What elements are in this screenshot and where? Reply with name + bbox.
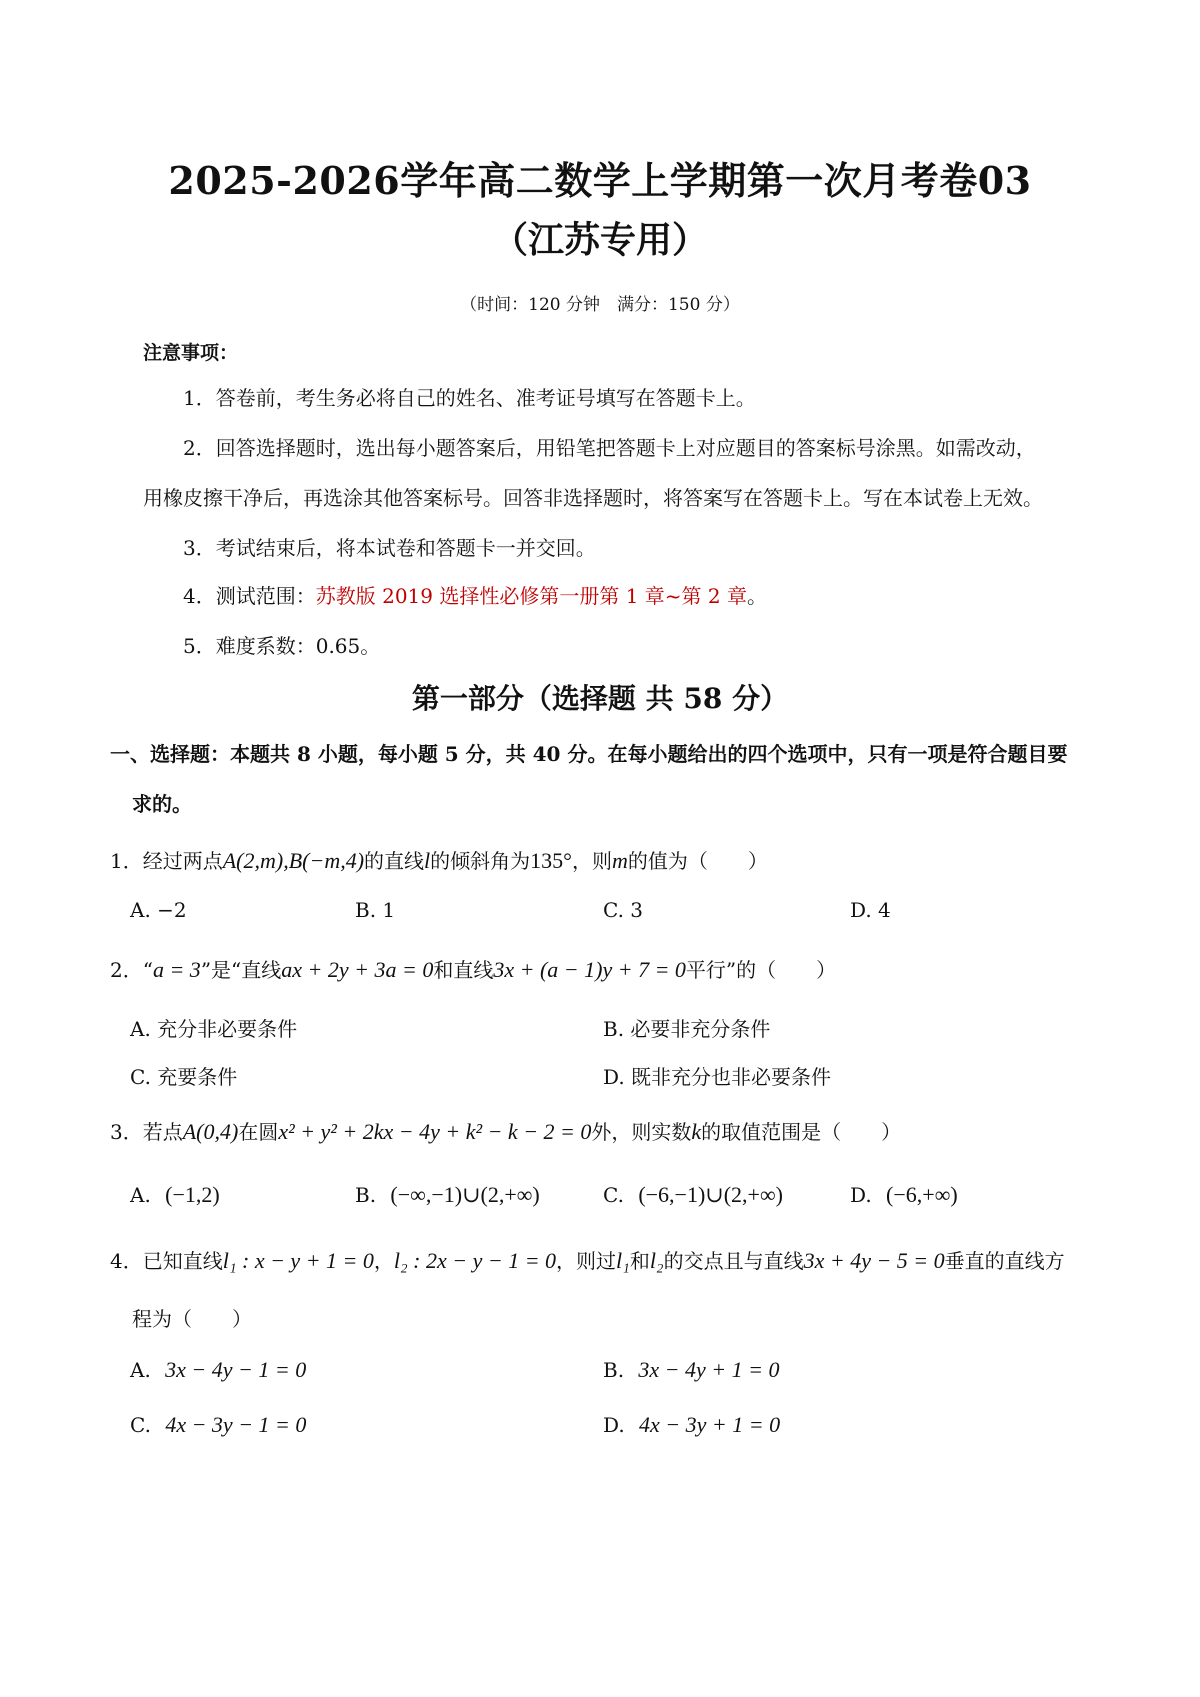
q3-option-d [850, 1182, 958, 1208]
q3-option-b-label: B. [355, 1183, 377, 1207]
q4-prefix: 4．已知直线 [110, 1249, 223, 1273]
q1-angle-math: 135° [530, 848, 572, 873]
q1-points-math: A(2,m),B(−m,4) [222, 848, 365, 873]
q3-option-d-value: (−6,+∞) [886, 1182, 958, 1207]
question-4-line-2: 程为（ ） [132, 1307, 252, 1331]
exam-subtitle: （江苏专用） [491, 219, 708, 261]
question-4-stem [110, 1245, 1065, 1274]
test-scope: 苏教版 2019 选择性必修第一册第 1 章~第 2 章 [315, 584, 747, 608]
q1-m-math: m [611, 848, 628, 873]
q4-option-b-value: 3x − 4y + 1 = 0 [638, 1357, 780, 1382]
q4-text-3: 和 [629, 1249, 650, 1273]
q3-option-d-label: D. [850, 1183, 872, 1207]
q4-text-2: ，则过 [556, 1249, 617, 1273]
notice-item-1: 1．答卷前，考生务必将自己的姓名、准考证号填写在答题卡上。 [183, 386, 756, 410]
q3-option-c [603, 1182, 783, 1208]
q3-option-a-label: A. [130, 1183, 151, 1207]
q4-line1-math: l₁ : x − y + 1 = 0 [222, 1248, 374, 1273]
q2-condition-math: a = 3 [152, 957, 201, 982]
q3-circle-math: x² + y² + 2kx − 4y + k² − k − 2 = 0 [278, 1119, 592, 1144]
q2-text-2: 和直线 [433, 958, 494, 982]
notice-heading: 注意事项： [143, 342, 239, 364]
q4-option-d [603, 1412, 780, 1438]
q4-option-b [603, 1357, 780, 1383]
q1-text-3: ，则 [571, 849, 612, 873]
q3-option-a-value: (−1,2) [165, 1182, 220, 1207]
q2-option-a: A. 充分非必要条件 [130, 1017, 298, 1041]
q1-option-d: D. 4 [850, 898, 891, 922]
time-info: （时间：120 分钟 满分：150 分） [460, 295, 740, 315]
part-title: 第一部分（选择题 共 58 分） [411, 682, 789, 715]
q4-option-c-label: C. [130, 1413, 151, 1437]
q4-line3-math: 3x + 4y − 5 = 0 [803, 1248, 945, 1273]
notice-item-5: 5．难度系数：0.65。 [183, 634, 381, 658]
q4-option-a-value: 3x − 4y − 1 = 0 [165, 1357, 307, 1382]
q2-prefix: 2．“ [110, 958, 153, 982]
section-heading-line-1: 一、选择题：本题共 8 小题，每小题 5 分，共 40 分。在每小题给出的四个选项中，只有一项是符合题目要 [110, 742, 1068, 766]
q2-option-c: C. 充要条件 [130, 1065, 238, 1089]
notice-item-4-suffix: 。 [746, 584, 767, 608]
q1-text-1: 的直线 [364, 849, 425, 873]
notice-item-2-line-1: 2．回答选择题时，选出每小题答案后，用铅笔把答题卡上对应题目的答案标号涂黑。如需改动， [183, 436, 1036, 460]
q1-text-2: 的倾斜角为 [430, 849, 531, 873]
q1-option-b: B. 1 [355, 898, 396, 922]
q1-suffix: 的值为（ ） [627, 849, 768, 873]
q3-option-c-label: C. [603, 1183, 624, 1207]
q4-option-a [130, 1357, 306, 1383]
q4-text-4: 的交点且与直线 [663, 1249, 804, 1273]
q4-l2-math: l₂ [649, 1248, 664, 1273]
q1-option-c: C. 3 [603, 898, 644, 922]
q3-option-c-value: (−6,−1)∪(2,+∞) [638, 1182, 783, 1207]
exam-title: 2025-2026学年高二数学上学期第一次月考卷03 [168, 158, 1032, 203]
q4-option-d-label: D. [603, 1413, 625, 1437]
q4-option-c-value: 4x − 3y − 1 = 0 [165, 1412, 307, 1437]
q4-option-b-label: B. [603, 1358, 625, 1382]
q1-line-math: l [424, 848, 431, 873]
q4-l1-math: l₁ [616, 1248, 630, 1273]
notice-item-3: 3．考试结束后，将本试卷和答题卡一并交回。 [183, 536, 596, 560]
q4-option-c [130, 1412, 306, 1438]
q3-option-b-value: (−∞,−1)∪(2,+∞) [390, 1182, 540, 1207]
notice-item-2-line-2: 用橡皮擦干净后，再选涂其他答案标号。回答非选择题时，将答案写在答题卡上。写在本试卷上无效。 [143, 486, 1043, 510]
question-1-stem [110, 845, 768, 874]
notice-item-4-prefix: 4．测试范围： [183, 584, 316, 608]
notice-item-4 [183, 580, 767, 609]
q4-text-1: ， [373, 1249, 394, 1273]
q2-option-b: B. 必要非充分条件 [603, 1017, 771, 1041]
q2-text-1: ”是“直线 [200, 958, 282, 982]
q2-option-d: D. 既非充分也非必要条件 [603, 1065, 832, 1089]
q1-option-a: A. −2 [130, 898, 187, 922]
q3-point-math: A(0,4) [182, 1119, 239, 1144]
q3-option-a [130, 1182, 220, 1208]
q3-option-b [355, 1182, 540, 1208]
q3-suffix: 的取值范围是（ ） [701, 1120, 902, 1144]
question-2-stem [110, 954, 836, 983]
section-heading-line-2: 求的。 [132, 792, 192, 816]
q1-prefix: 1．经过两点 [110, 849, 223, 873]
q2-line2-math: 3x + (a − 1)y + 7 = 0 [493, 957, 686, 982]
q2-line1-math: ax + 2y + 3a = 0 [281, 957, 434, 982]
q3-text-1: 在圆 [238, 1120, 279, 1144]
q3-k-math: k [691, 1119, 702, 1144]
q3-prefix: 3．若点 [110, 1120, 183, 1144]
q3-text-2: 外，则实数 [591, 1120, 692, 1144]
q2-suffix: 平行”的（ ） [685, 958, 837, 982]
q4-suffix: 垂直的直线方 [944, 1249, 1065, 1273]
q4-option-a-label: A. [130, 1358, 151, 1382]
question-3-stem [110, 1116, 901, 1145]
q4-option-d-value: 4x − 3y + 1 = 0 [639, 1412, 781, 1437]
q4-line2-math: l₂ : 2x − y − 1 = 0 [393, 1248, 557, 1273]
